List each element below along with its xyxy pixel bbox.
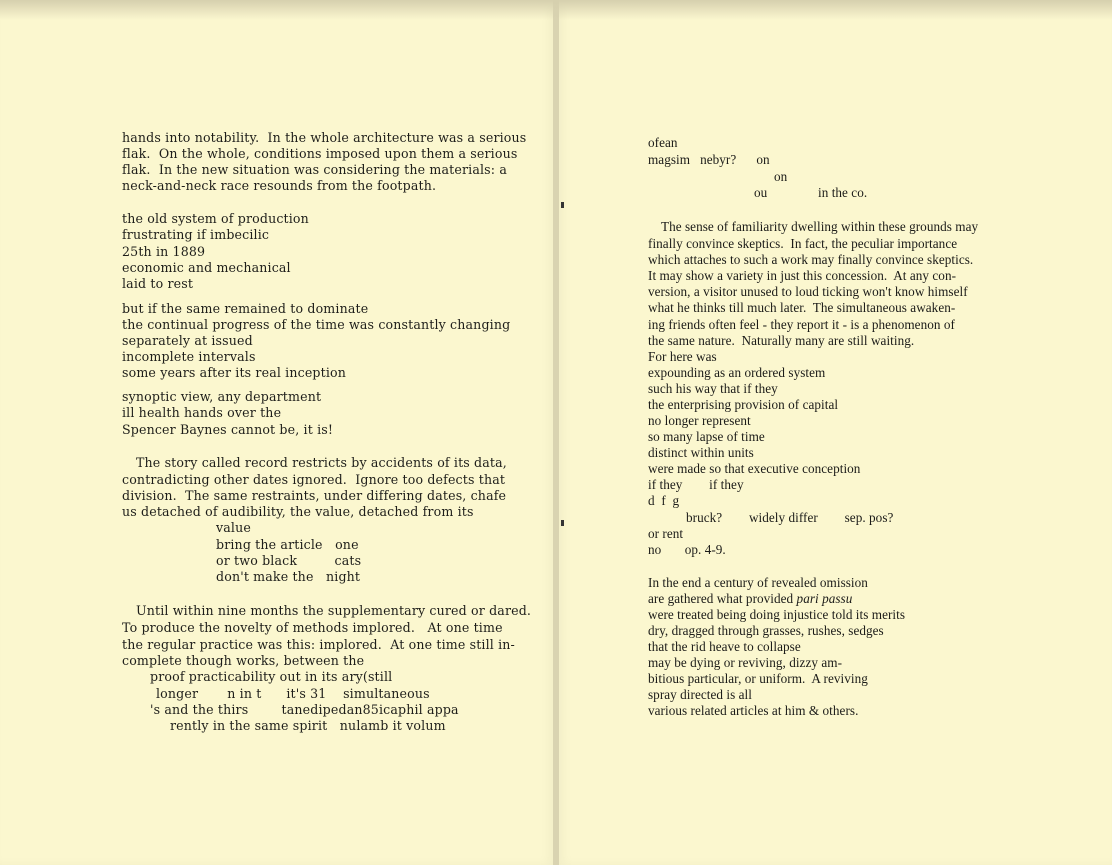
text-line: To produce the novelty of methods implored. At one time [122,620,503,635]
text-line: or rent [648,526,684,541]
text-line: if they if they [648,477,744,492]
text-line: spray directed is all [648,687,752,702]
text-line: expounding as an ordered system [648,365,826,380]
right-page [556,0,1112,865]
italic-phrase: pari passu [796,591,853,606]
text-line: In the end a century of revealed omission [648,575,868,590]
text-line: but if the same remained to dominate [122,301,369,316]
text-line: the continual progress of the time was constantly changing [122,317,511,332]
text-line: dry, dragged through grasses, rushes, sedges [648,623,884,638]
text-line: the regular practice was this: implored. At one time still in- [122,637,515,652]
text-line: flak. In the new situation was considering the materials: a [122,162,507,177]
text-line: no longer represent [648,413,751,428]
text-line: The story called record restricts by accidents of its data, [136,455,507,470]
text-line: flak. On the whole, conditions imposed upon them a serious [122,146,518,161]
text-line: bruck? widely differ sep. pos? [686,510,894,525]
page-top-shadow [0,0,1112,20]
text-line: neck-and-neck race resounds from the footpath. [122,178,437,193]
text-line: economic and mechanical [122,260,291,275]
text-line: The sense of familiarity dwelling within these grounds may [661,219,979,234]
text-line: distinct within units [648,445,754,460]
text-line: complete though works, between the [122,653,365,668]
text-line: Until within nine months the supplementary cured or dared. [136,603,532,618]
text-line: magsim nebyr? on [648,152,770,167]
text-line: were treated being doing injustice told its merits [648,607,906,622]
text-line: d f g [648,493,680,508]
text-line: that the rid heave to collapse [648,639,801,654]
text-line: frustrating if imbecilic [122,227,270,242]
text-line: on [774,169,788,184]
book-gutter [553,0,559,865]
text-line: ill health hands over the [122,405,282,420]
text-line: synoptic view, any department [122,389,322,404]
text-line: finally convince skeptics. In fact, the peculiar importance [648,236,958,251]
text-line: various related articles at him & others. [648,703,859,718]
text-line: no op. 4-9. [648,542,726,557]
text-line: For here was [648,349,717,364]
text-line: 25th in 1889 [122,244,206,259]
text-line: were made so that executive conception [648,461,861,476]
binding-mark [561,520,564,526]
text-line: which attaches to such a work may finally convince skeptics. [648,252,974,267]
text-line: the enterprising provision of capital [648,397,839,412]
text-line: may be dying or reviving, dizzy am- [648,655,843,670]
text-line: rently in the same spirit nulamb it volum [170,718,446,733]
text-line: or two black cats [216,553,362,568]
text-line: ing friends often feel - they report it - is a phenomenon of [648,317,955,332]
text-line: hands into notability. In the whole architecture was a serious [122,130,527,145]
text-line: the old system of production [122,211,309,226]
text-line: some years after its real inception [122,365,347,380]
text-line: what he thinks till much later. The simultaneous awaken- [648,300,956,315]
text-line: contradicting other dates ignored. Ignore too defects that [122,472,506,487]
text-line [648,591,852,607]
text-line: so many lapse of time [648,429,765,444]
text-line: 's and the thirs tanedipedan85icaphil appa [150,702,459,717]
text-line: the same nature. Naturally many are still waiting. [648,333,915,348]
binding-mark [561,202,564,208]
text-line: incomplete intervals [122,349,256,364]
text-line: don't make the night [216,569,361,584]
text-line: longer n in t it's 31 simultaneous [156,686,430,701]
text-line: ofean [648,135,678,150]
text-line: version, a visitor unused to loud ticking won't know himself [648,284,968,299]
text-line: value [216,520,251,535]
text-line: separately at issued [122,333,253,348]
text-line: us detached of audibility, the value, detached from its [122,504,474,519]
text-line: bitious particular, or uniform. A reviving [648,671,868,686]
text-line: Spencer Baynes cannot be, it is! [122,422,334,437]
text-line: laid to rest [122,276,194,291]
text-line: in the co. [818,185,868,200]
text-line: It may show a variety in just this concession. At any con- [648,268,957,283]
text-line: proof practicability out in its ary(still [150,669,393,684]
text-line: division. The same restraints, under differing dates, chafe [122,488,507,503]
text-line: such his way that if they [648,381,778,396]
text-line: ou [754,185,768,200]
text-segment: are gathered what provided [648,591,797,606]
text-line: bring the article one [216,537,359,552]
